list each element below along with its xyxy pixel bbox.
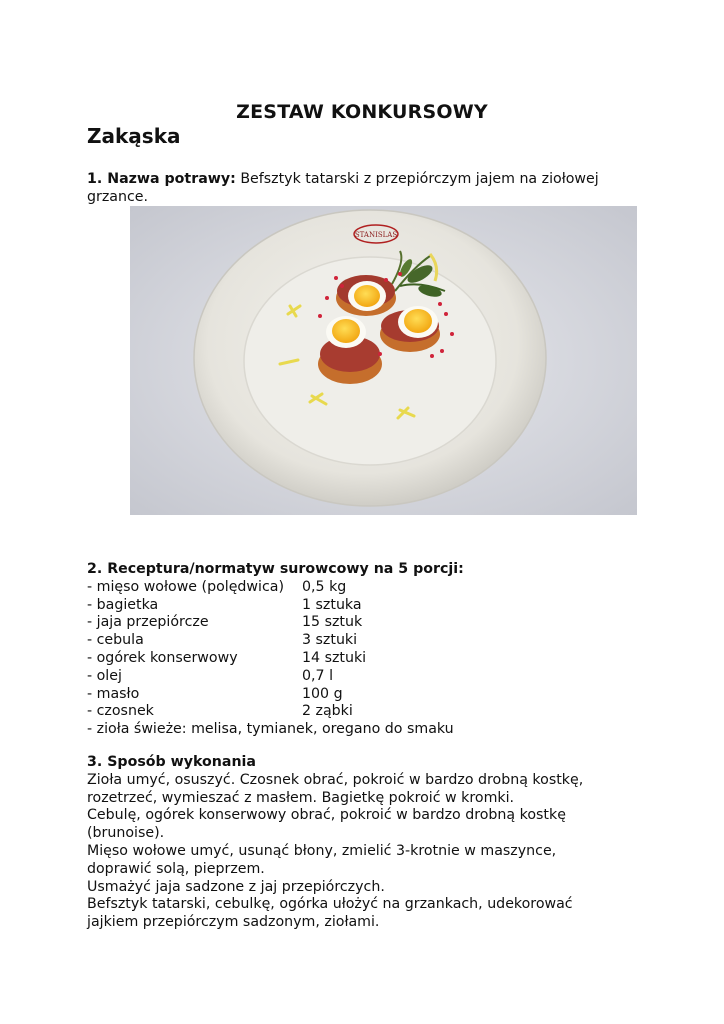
method-line: Mięso wołowe umyć, usunąć błony, zmielić 3-krotnie w maszynce, <box>87 842 557 859</box>
ingredient-row <box>87 579 647 597</box>
ingredient-name: - mięso wołowe (polędwica) <box>87 578 285 595</box>
ingredient-qty: 1 sztuka <box>302 596 362 613</box>
document-title: ZESTAW KONKURSOWY <box>236 101 488 123</box>
plate-logo-text: STANISLAS <box>354 231 398 239</box>
herbs-line: - zioła świeże: melisa, tymianek, oregano do smaku <box>87 721 454 738</box>
method-line: Cebulę, ogórek konserwowy obrać, pokroić w bardzo drobną kostkę <box>87 807 566 824</box>
ingredient-name: - masło <box>87 685 140 702</box>
method-line: jajkiem przepiórczym sadzonym, ziołami. <box>87 914 380 931</box>
dish-name-label: 1. Nazwa potrawy: <box>87 171 236 187</box>
ingredient-qty: 2 ząbki <box>302 703 353 720</box>
ingredient-qty: 0,7 l <box>302 667 334 684</box>
recipe-section <box>87 561 647 739</box>
dish-photo <box>130 206 637 515</box>
ingredient-row <box>87 703 647 721</box>
ingredient-name: - ogórek konserwowy <box>87 649 238 666</box>
method-line: rozetrzeć, wymieszać z masłem. Bagietkę pokroić w kromki. <box>87 789 515 806</box>
ingredient-row <box>87 686 647 704</box>
quail-egg-1 <box>348 281 386 311</box>
document-subtitle: Zakąska <box>87 124 181 148</box>
ingredient-qty: 15 sztuk <box>302 614 363 631</box>
method-line: Usmażyć jaja sadzone z jaj przepiórczych. <box>87 878 385 895</box>
method-line: Befsztyk tatarski, cebulkę, ogórka ułożyć na grzankach, udekorować <box>87 896 573 913</box>
ingredient-row <box>87 597 647 615</box>
ingredient-row <box>87 632 647 650</box>
ingredient-row <box>87 668 647 686</box>
ingredient-name: - olej <box>87 667 122 684</box>
method-line: Zioła umyć, osuszyć. Czosnek obrać, pokroić w bardzo drobną kostkę, <box>87 771 584 788</box>
ingredient-qty: 100 g <box>302 685 343 702</box>
ingredient-name: - jaja przepiórcze <box>87 614 209 631</box>
ingredient-qty: 0,5 kg <box>302 578 347 595</box>
recipe-heading: 2. Receptura/normatyw surowcowy na 5 porcji: <box>87 561 464 577</box>
dish-name-section <box>87 171 647 207</box>
ingredient-name: - bagietka <box>87 596 159 613</box>
quail-egg-2 <box>398 306 438 338</box>
dish-name-line1: Befsztyk tatarski z przepiórczym jajem na ziołowej <box>240 171 599 187</box>
method-line: (brunoise). <box>87 825 165 842</box>
ingredient-name: - czosnek <box>87 703 154 720</box>
quail-egg-3 <box>326 316 366 348</box>
ingredient-row <box>87 650 647 668</box>
method-section <box>87 754 647 932</box>
method-heading: 3. Sposób wykonania <box>87 754 256 770</box>
method-line: doprawić solą, pieprzem. <box>87 860 265 877</box>
dish-name-line2: grzance. <box>87 188 149 205</box>
ingredient-name: - cebula <box>87 632 144 649</box>
ingredient-qty: 3 sztuki <box>302 632 358 649</box>
ingredient-qty: 14 sztuki <box>302 649 367 666</box>
ingredient-row <box>87 614 647 632</box>
